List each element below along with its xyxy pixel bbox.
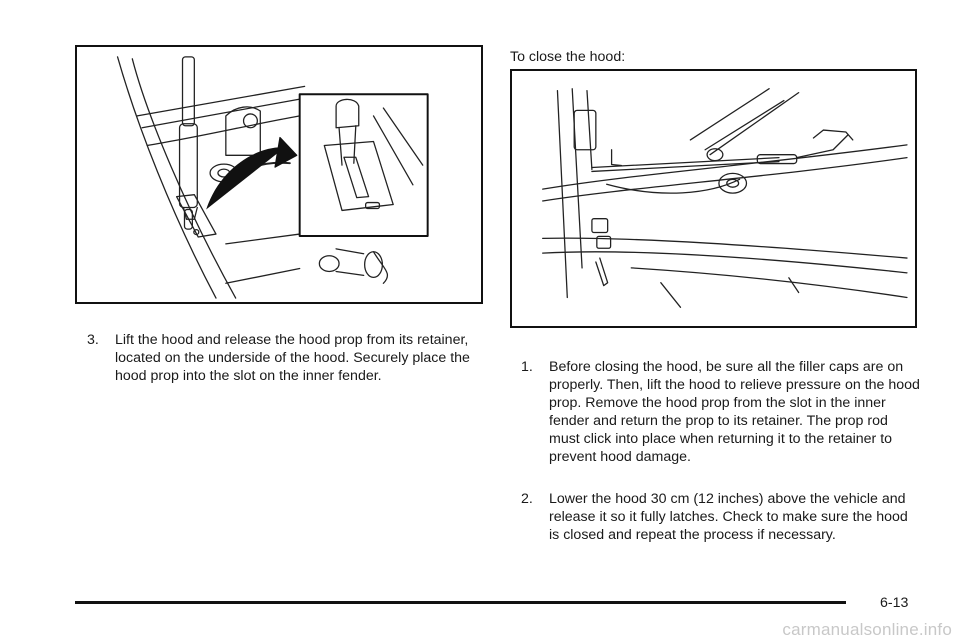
step-text: Before closing the hood, be sure all the filler caps are on properly. Then, lift the hood to relieve pressure on the hood prop. Remove the hood prop from the slot in the inner fender and return the prop to its retainer. The prop rod must click into place when returning it to the retainer to prevent hood damage. xyxy=(549,359,920,465)
section-heading: To close the hood: xyxy=(510,49,626,65)
step-number: 1. xyxy=(521,359,533,375)
step-number: 3. xyxy=(87,332,99,348)
step-text: Lower the hood 30 cm (12 inches) above the vehicle and release it so it fully latches. Check to make sure the hood is closed and repeat the process if necessary. xyxy=(549,491,908,543)
step-number: 2. xyxy=(521,491,533,507)
instruction-step xyxy=(521,358,921,466)
hood-closing-illustration xyxy=(510,69,917,328)
instruction-step xyxy=(521,490,921,544)
step-text: Lift the hood and release the hood prop from its retainer, located on the underside of the hood. Securely place the hood prop into the slot on the inner fender. xyxy=(115,332,470,384)
page-number: 6-13 xyxy=(880,595,909,611)
watermark: carmanualsonline.info xyxy=(782,620,952,639)
hood-prop-illustration xyxy=(75,45,483,304)
footer-rule xyxy=(75,601,846,604)
instruction-step xyxy=(87,331,482,385)
